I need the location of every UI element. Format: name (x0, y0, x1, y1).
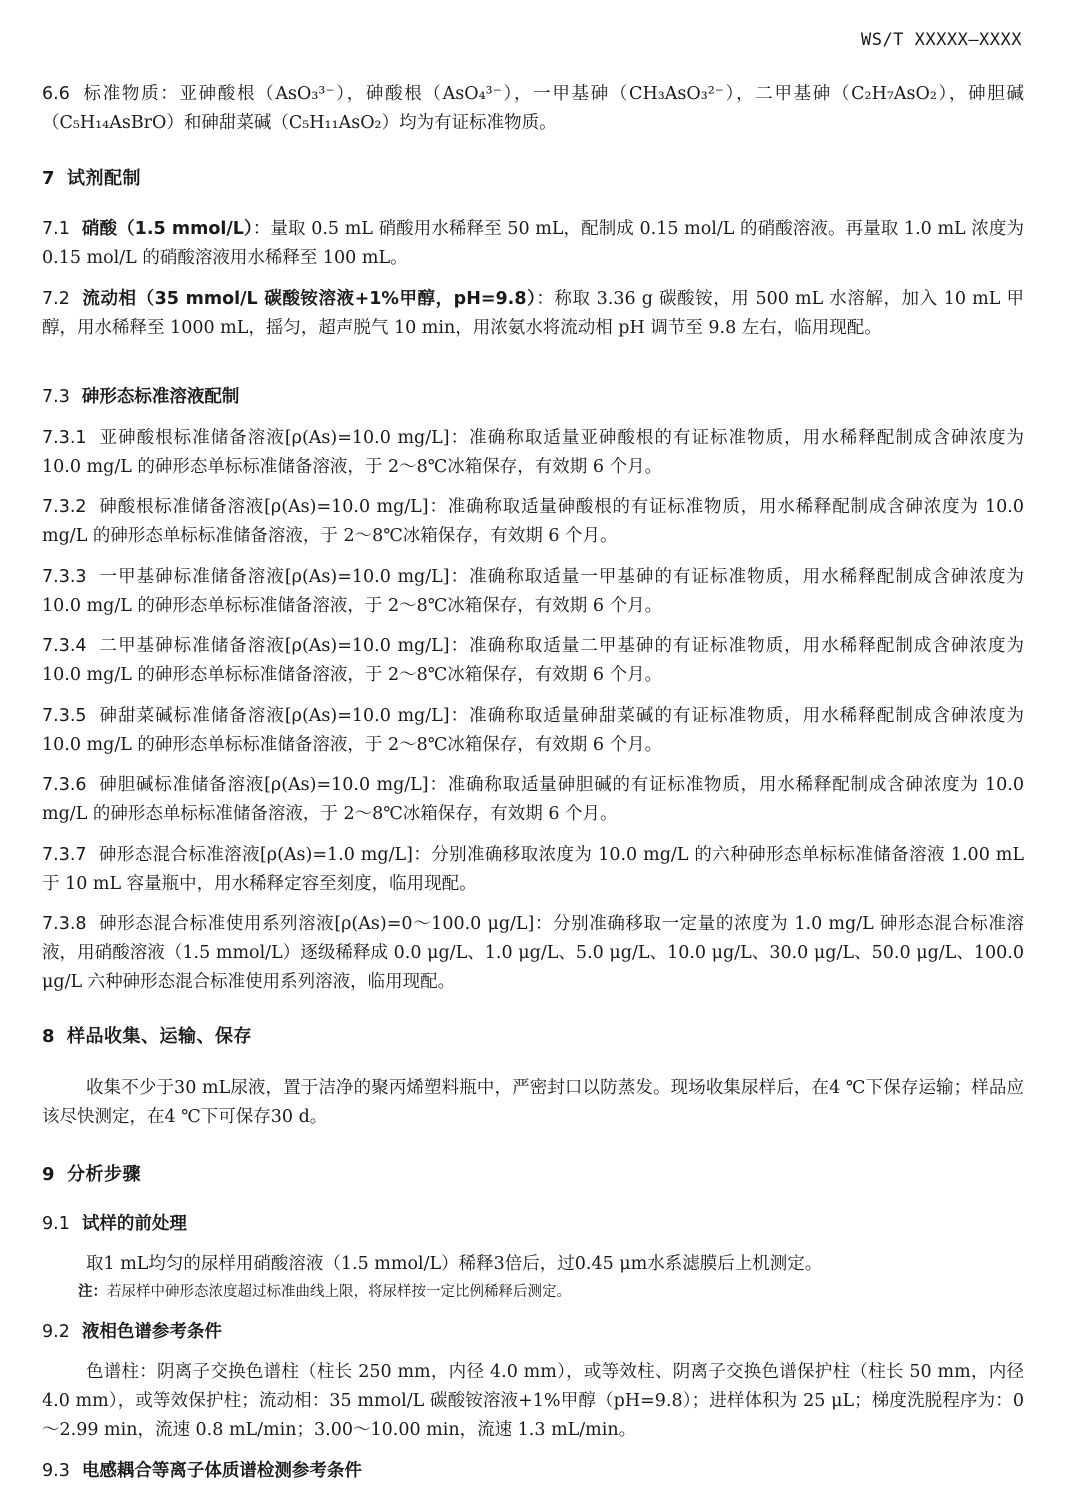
clause-text: ：称取 3.36 g 碳酸铵，用 500 mL 水溶解，加入 10 mL 甲醇，用水稀释至 1000 mL，摇匀，超声脱气 10 min，用浓氨水将流动相 pH 调节至 9.8 左右，临用现配。 (42, 289, 1024, 338)
clause-text: 标准物质：亚砷酸根（AsO₃³⁻），砷酸根（AsO₄³⁻），一甲基砷（CH₃AsO₃²⁻），二甲基砷（C₂H₇AsO₂），砷胆碱（C₅H₁₄AsBrO）和砷甜菜碱（C₅H₁₁AsO₂）均为有证标准物质。 (42, 84, 1024, 133)
clause-number: 6.6 (42, 84, 70, 104)
clause-7-3-2 (42, 493, 1024, 551)
clause-7-3-4 (42, 632, 1024, 690)
clause-7-3-3 (42, 563, 1024, 621)
clause-7-3-1 (42, 424, 1024, 482)
clause-title: 电感耦合等离子体质谱检测参考条件 (81, 1461, 362, 1481)
section-9-heading (42, 1160, 141, 1186)
clause-7-2 (42, 285, 1024, 343)
clause-number: 7.3.6 (42, 775, 87, 795)
clause-6-6 (42, 80, 1024, 138)
section-title: 试剂配制 (67, 168, 142, 189)
clause-9-1 (42, 1210, 1024, 1239)
clause-number: 7.3.4 (42, 636, 87, 656)
clause-number: 7.3.3 (42, 567, 87, 587)
clause-text: 二甲基砷标准储备溶液[ρ(As)=10.0 mg/L]：准确称取适量二甲基砷的有证标准物质，用水稀释配制成含砷浓度为 10.0 mg/L 的砷形态单标标准储备溶液，于 2～8℃冰箱保存，有效期 6 个月。 (42, 636, 1024, 685)
clause-text: 砷酸根标准储备溶液[ρ(As)=10.0 mg/L]：准确称取适量砷酸根的有证标准物质，用水稀释配制成含砷浓度为 10.0 mg/L 的砷形态单标标准储备溶液，于 2～8℃冰箱保存，有效期 6 个月。 (42, 497, 1024, 546)
clause-text: ：量取 0.5 mL 硝酸用水稀释至 50 mL，配制成 0.15 mol/L 的硝酸溶液。再量取 1.0 mL 浓度为 0.15 mol/L 的硝酸溶液用水稀释至 100 mL。 (42, 219, 1024, 268)
clause-9-2-body: 色谱柱：阴离子交换色谱柱（柱长 250 mm，内径 4.0 mm），或等效柱、阴离子交换色谱保护柱（柱长 50 mm，内径 4.0 mm），或等效保护柱；流动相：35 mmol/L 碳酸铵溶液+1%甲醇（pH=9.8）；进样体积为 25 μL；梯度洗脱程序为：0～2.99 min，流速 0.8 mL/min；3.00～10.00 min，流速 1.3 mL/min。 (42, 1362, 1024, 1440)
clause-text: 砷形态混合标准溶液[ρ(As)=1.0 mg/L]：分别准确移取浓度为 10.0 mg/L 的六种砷形态单标标准储备溶液 1.00 mL 于 10 mL 容量瓶中，用水稀释定容至刻度，临用现配。 (42, 845, 1024, 894)
clause-number: 9.2 (42, 1322, 70, 1342)
clause-title: 砷形态标准溶液配制 (81, 387, 240, 407)
section-title: 分析步骤 (67, 1164, 142, 1185)
clause-number: 7.3.5 (42, 706, 87, 726)
clause-text: 砷胆碱标准储备溶液[ρ(As)=10.0 mg/L]：准确称取适量砷胆碱的有证标准物质，用水稀释配制成含砷浓度为 10.0 mg/L 的砷形态单标标准储备溶液，于 2～8℃冰箱保存，有效期 6 个月。 (42, 775, 1024, 824)
clause-number: 7.3 (42, 387, 70, 407)
clause-text: 一甲基砷标准储备溶液[ρ(As)=10.0 mg/L]：准确称取适量一甲基砷的有证标准物质，用水稀释配制成含砷浓度为 10.0 mg/L 的砷形态单标标准储备溶液，于 2～8℃冰箱保存，有效期 6 个月。 (42, 567, 1024, 616)
clause-9-1-body: 取1 mL均匀的尿样用硝酸溶液（1.5 mmol/L）稀释3倍后，过0.45 μm水系滤膜后上机测定。 (86, 1254, 823, 1274)
clause-title: 试样的前处理 (81, 1214, 187, 1234)
clause-number: 7.3.8 (42, 914, 87, 934)
clause-number: 7.2 (42, 289, 70, 309)
clause-7-3-5 (42, 702, 1024, 760)
clause-7-1 (42, 215, 1024, 273)
standard-code: WS/T XXXXX—XXXX (860, 30, 1022, 50)
clause-7-3-8 (42, 910, 1024, 997)
clause-9-3 (42, 1457, 1024, 1486)
clause-title: 流动相（35 mmol/L 碳酸铵溶液+1%甲醇，pH=9.8） (81, 289, 537, 309)
section-number: 9 (42, 1164, 56, 1185)
note-9-1 (78, 1281, 1018, 1303)
note-text: 若尿样中砷形态浓度超过标准曲线上限，将尿样按一定比例稀释后测定。 (107, 1284, 571, 1300)
section-number: 8 (42, 1026, 56, 1047)
section-number: 7 (42, 168, 56, 189)
clause-number: 9.1 (42, 1214, 70, 1234)
clause-title: 硝酸（1.5 mmol/L） (81, 219, 253, 239)
clause-number: 7.3.1 (42, 428, 87, 448)
clause-7-3-7 (42, 841, 1024, 899)
section-8-body: 收集不少于30 mL尿液，置于洁净的聚丙烯塑料瓶中，严密封口以防蒸发。现场收集尿样后，在4 ℃下保存运输；样品应该尽快测定，在4 ℃下可保存30 d。 (42, 1078, 1024, 1127)
clause-title: 液相色谱参考条件 (81, 1322, 222, 1342)
clause-7-3 (42, 383, 1024, 412)
note-label: 注： (78, 1284, 107, 1300)
clause-number: 7.1 (42, 219, 70, 239)
clause-number: 7.3.2 (42, 497, 87, 517)
clause-9-2 (42, 1318, 1024, 1347)
clause-number: 9.3 (42, 1461, 70, 1481)
clause-text: 砷甜菜碱标准储备溶液[ρ(As)=10.0 mg/L]：准确称取适量砷甜菜碱的有证标准物质，用水稀释配制成含砷浓度为 10.0 mg/L 的砷形态单标标准储备溶液，于 2～8℃冰箱保存，有效期 6 个月。 (42, 706, 1024, 755)
clause-7-3-6 (42, 771, 1024, 829)
section-title: 样品收集、运输、保存 (67, 1026, 253, 1047)
clause-text: 亚砷酸根标准储备溶液[ρ(As)=10.0 mg/L]：准确称取适量亚砷酸根的有证标准物质，用水稀释配制成含砷浓度为 10.0 mg/L 的砷形态单标标准储备溶液，于 2～8℃冰箱保存，有效期 6 个月。 (42, 428, 1024, 477)
clause-text: 砷形态混合标准使用系列溶液[ρ(As)=0～100.0 μg/L]：分别准确移取一定量的浓度为 1.0 mg/L 砷形态混合标准溶液，用硝酸溶液（1.5 mmol/L）逐级稀释成 0.0 μg/L、1.0 μg/L、5.0 μg/L、10.0 μg/L、30.0 μg/L、50.0 μg/L、100.0 μg/L 六种砷形态混合标准使用系列溶液，临用现配。 (42, 914, 1024, 992)
clause-number: 7.3.7 (42, 845, 87, 865)
section-7-heading (42, 164, 141, 190)
section-8-heading (42, 1022, 252, 1048)
